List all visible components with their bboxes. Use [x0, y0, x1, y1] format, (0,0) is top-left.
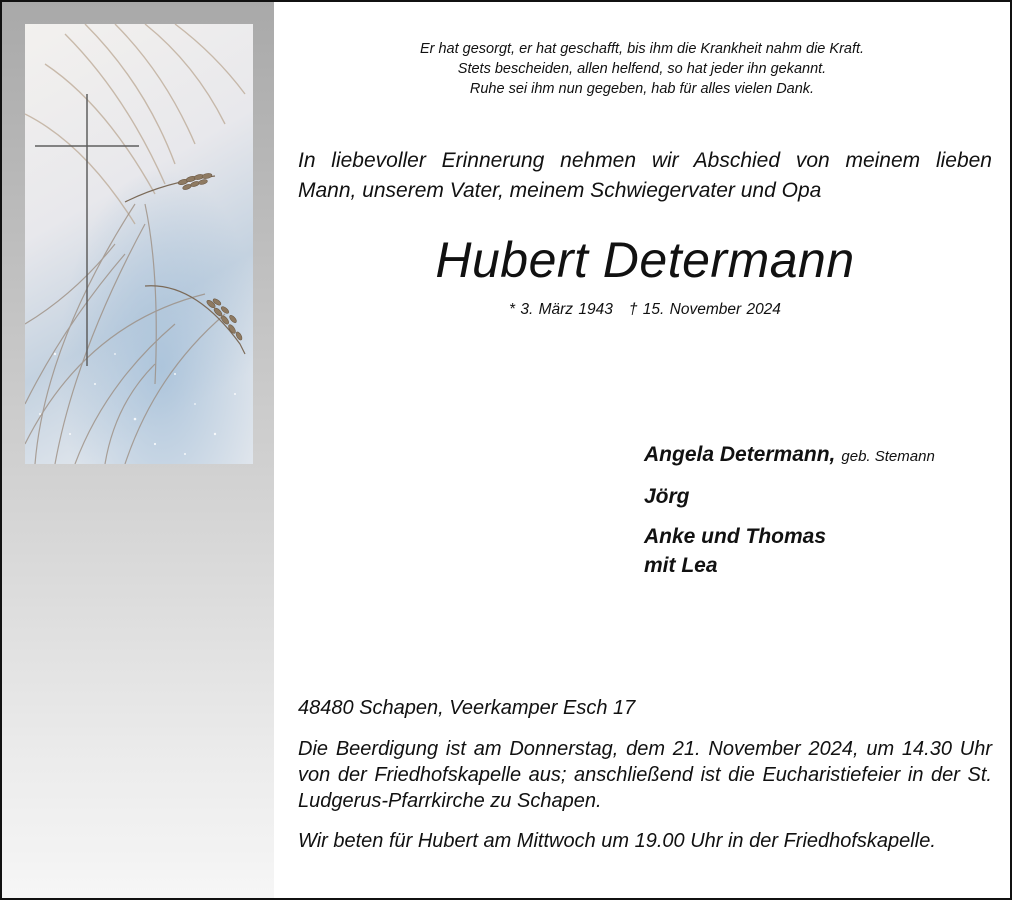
life-dates	[298, 299, 992, 321]
obituary-text	[274, 2, 1010, 898]
mourner-entry	[644, 522, 935, 580]
funeral-notice: Die Beerdigung ist am Donnerstag, dem 21. November 2024, um 14.30 Uhr von der Friedhofskapelle aus; anschließend ist die Eucharistiefeier in der St. Ludgerus-Pfarrkirche zu Schapen.	[298, 738, 992, 812]
mourner-name: Jörg	[644, 485, 690, 508]
death-date: † 15. November 2024	[628, 301, 781, 318]
intro-line: Mann, unserem Vater, meinem Schwiegervater und Opa	[298, 179, 822, 202]
mourner-name-line2: mit Lea	[644, 554, 718, 577]
family-address: 48480 Schapen, Veerkamper Esch 17	[298, 697, 636, 719]
farewell-intro	[298, 146, 992, 206]
mourner-name: Angela Determann,	[644, 443, 836, 466]
prayer-notice: Wir beten für Hubert am Mittwoch um 19.00 Uhr in der Friedhofskapelle.	[298, 830, 936, 852]
verse-line: Ruhe sei ihm nun gegeben, hab für alles vielen Dank.	[469, 81, 815, 97]
decorative-sidebar	[2, 2, 274, 898]
maiden-name: geb. Stemann	[841, 448, 935, 465]
mourner-name: Anke und Thomas	[644, 525, 827, 548]
verse-line: Stets bescheiden, allen helfend, so hat jeder ihn gekannt.	[457, 61, 827, 77]
birth-date: * 3. März 1943	[509, 301, 613, 318]
mourner-entry	[644, 482, 935, 511]
intro-line: In liebevoller Erinnerung nehmen wir Abschied von meinem lieben	[298, 149, 992, 172]
deceased-name: Hubert Determann	[435, 232, 855, 288]
verse-line: Er hat gesorgt, er hat geschafft, bis ihm die Krankheit nahm die Kraft.	[419, 41, 865, 57]
mourner-entry	[644, 440, 935, 471]
mourners-list	[644, 440, 935, 591]
cross-and-wheat-icon	[25, 24, 253, 464]
memorial-verse	[298, 39, 986, 99]
